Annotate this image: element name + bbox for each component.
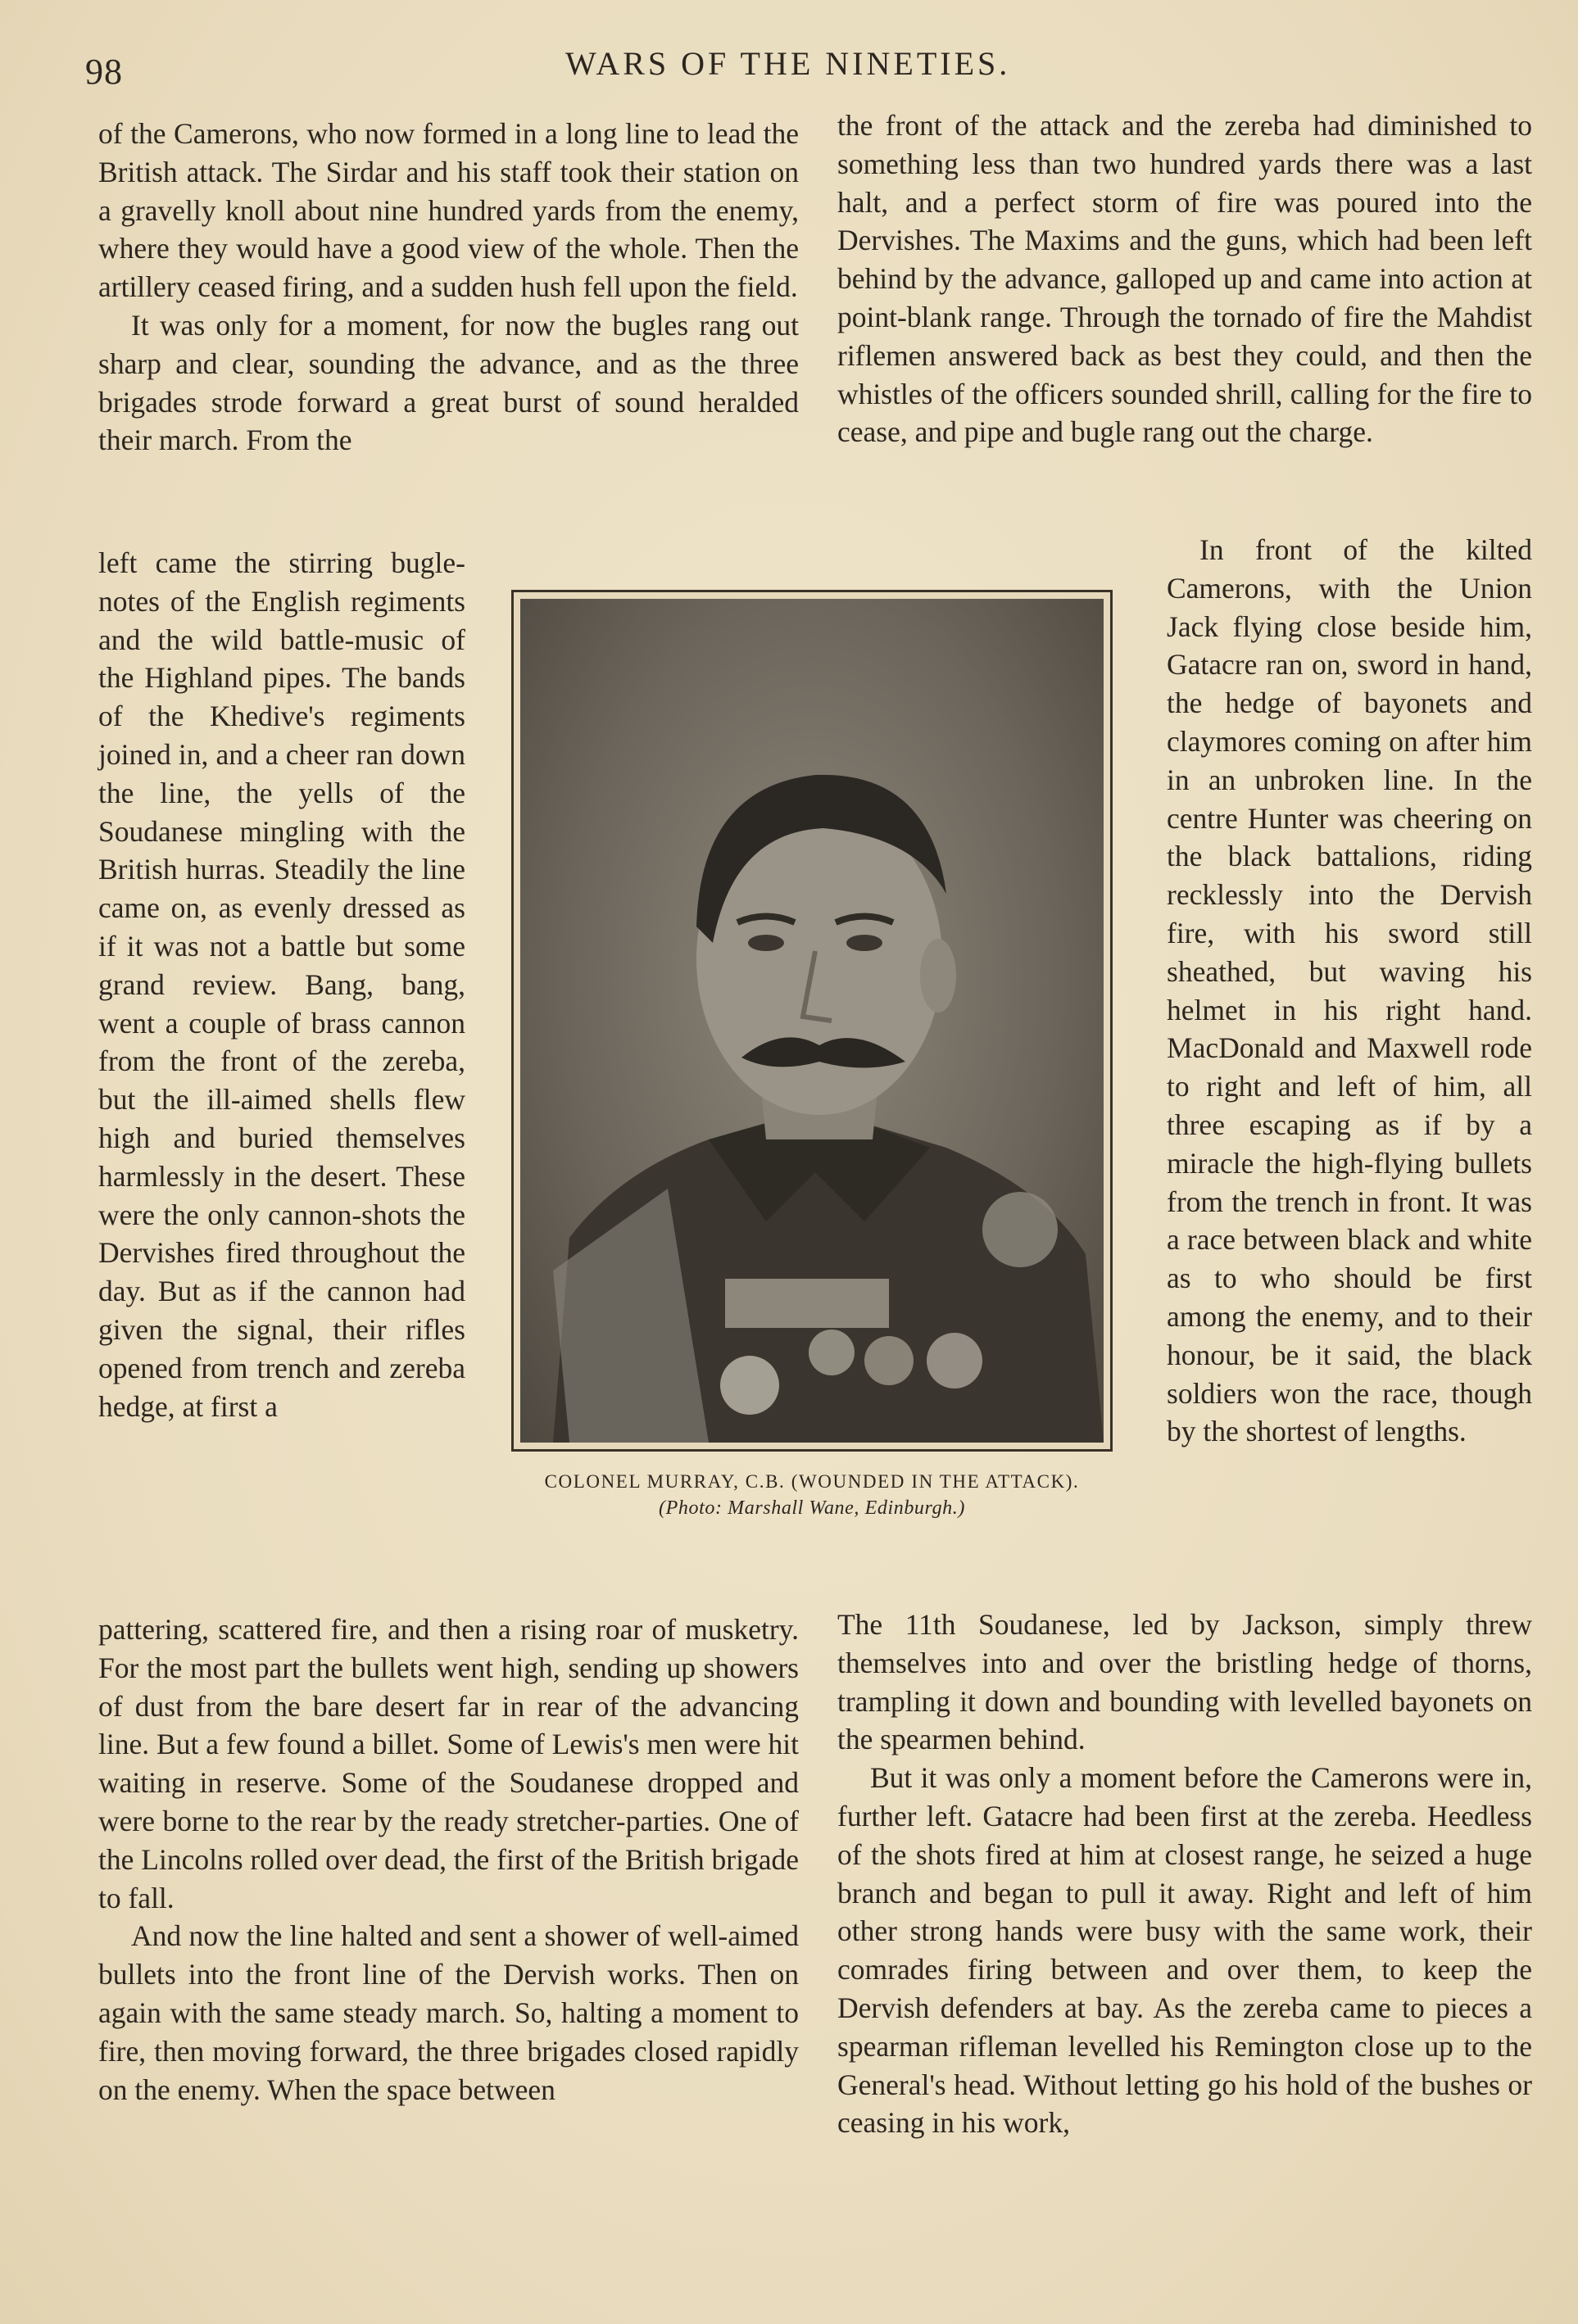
photo-credit: (Photo: Marshall Wane, Edinburgh.) xyxy=(659,1497,965,1519)
paragraph: the front of the attack and the zereba had diminished to something less than two hundred yards there was a last halt, and a perfect storm of fire was poured into the Dervishes. The Maxims and the guns, which had been left behind by the advance, galloped up and came into action at point-blank range. Through the tornado of fire the Mahdist riflemen answered back as best they could, and then the whistles of the officers sounded shrill, calling for the fire to cease, and pipe and bugle rang out the charge. xyxy=(837,109,1532,449)
portrait-figure xyxy=(511,590,1113,1452)
paragraph: And now the line halted and sent a shower of well-aimed bullets into the front line of the Dervish works. Then on again with the same steady march. So, halting a moment to fire, then moving forward, the three brigades closed rapidly on the enemy. When the space between xyxy=(98,1919,799,2106)
paragraph: left came the stirring bugle-notes of the English regiments and the wild battle-music of the Highland pipes. The bands of the Khedive's regiments joined in, and a cheer ran down the line, the yells of the Soudanese mingling with the British hurras. Steadily the line came on, as evenly dressed as if it was not a battle but some grand review. Bang, bang, went a couple of brass cannon from the front of the zereba, but the ill-aimed shells flew high and buried themselves harmlessly in the desert. These were the only cannon-shots the Dervishes fired throughout the day. But as if the cannon had given the signal, their rifles opened from trench and zereba hedge, at first a xyxy=(98,546,465,1423)
portrait-photo xyxy=(520,599,1104,1443)
page-number: 98 xyxy=(85,52,123,92)
caption-title: COLONEL MURRAY, C.B. (WOUNDED IN THE ATTACK). xyxy=(544,1471,1080,1492)
paragraph: The 11th Soudanese, led by Jackson, simply threw themselves into and over the bristling hedge of thorns, trampling it down and bounding with levelled bayonets on the spearmen behind. xyxy=(837,1608,1532,1756)
paragraph: In front of the kilted Camerons, with the Union Jack flying close beside him, Gatacre ran on, sword in hand, the hedge of bayonets and claymores coming on after him in an unbroken line. In the centre Hunter was cheering on the black battalions, riding recklessly into the Dervish fire, with his sword still sheathed, but waving his helmet in his right hand. MacDonald and Maxwell rode to right and left of him, all three escaping as if by a miracle the high-flying bullets from the trench in front. It was a race between black and white as to who should be first among the enemy, and to their honour, be it said, the black soldiers won the race, though by the shortest of lengths. xyxy=(1167,533,1532,1448)
paragraph: It was only for a moment, for now the bugles rang out sharp and clear, sounding the advance, and as the three brigades strode forward a great burst of sound heralded their march. From the xyxy=(98,308,799,457)
running-title: WARS OF THE NINETIES. xyxy=(565,45,1011,82)
figure-caption xyxy=(516,1468,1108,1522)
paragraph: of the Camerons, who now formed in a long line to lead the British attack. The Sirdar and his staff took their station on a gravelly knoll about nine hundred yards from the enemy, where they would have a good view of the whole. Then the artillery ceased firing, and a sudden hush fell upon the field. xyxy=(98,117,799,304)
left-column-wrap xyxy=(98,544,465,1425)
right-column-bottom xyxy=(837,1606,1532,2142)
right-column-top xyxy=(837,106,1532,451)
portrait-illustration xyxy=(520,599,1104,1443)
right-column-wrap xyxy=(1167,531,1532,1451)
paragraph: But it was only a moment before the Camerons were in, further left. Gatacre had been first at the zereba. Heedless of the shots fired at him at closest range, he seized a huge branch and began to pull it away. Right and left of him other strong hands were busy with the same work, their comrades firing between and over them, to keep the Dervish defenders at bay. As the zereba came to pieces a spearman rifleman levelled his Remington close up to the General's head. Without letting go his hold of the bushes or ceasing in his work, xyxy=(837,1761,1532,2140)
paragraph: pattering, scattered fire, and then a rising roar of musketry. For the most part the bullets went high, sending up showers of dust from the bare desert far in rear of the advancing line. But a few found a billet. Some of Lewis's men were hit waiting in reserve. Some of the Soudanese dropped and were borne to the rear by the ready stretcher-parties. One of the Lincolns rolled over dead, the first of the British brigade to fall. xyxy=(98,1613,799,1914)
left-column-top xyxy=(98,115,799,460)
left-column-bottom xyxy=(98,1610,799,2109)
